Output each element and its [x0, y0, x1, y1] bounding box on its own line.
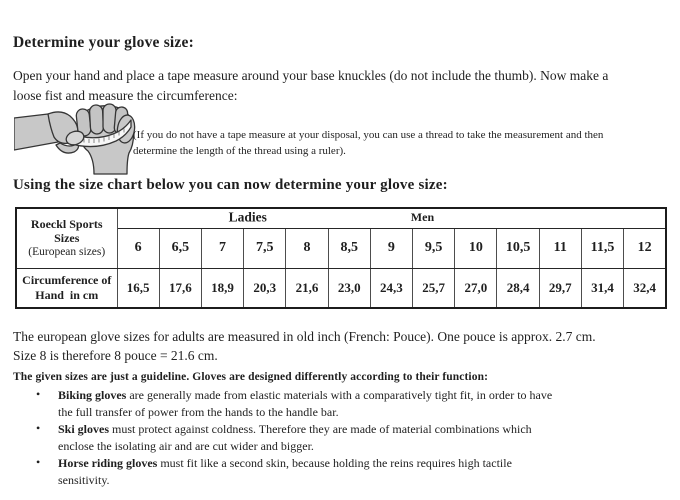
bullet-term: Ski gloves [58, 422, 110, 436]
size-cell: 7,5 [244, 228, 286, 268]
bullet-text: must protect against coldness. Therefore they are made of material combinations which [109, 422, 532, 436]
size-cell: 6,5 [159, 228, 201, 268]
thread-note-line-1: (If you do not have a tape measure at your disposal, you can use a thread to take the measurement and then [133, 129, 604, 141]
row-header-circumference [16, 268, 117, 308]
size-cell: 6 [117, 228, 159, 268]
bullet-term: Horse riding gloves [58, 456, 158, 470]
pouce-line-2: Size 8 is therefore 8 pouce = 21.6 cm. [13, 348, 218, 363]
row-header-line3: (European sizes) [28, 246, 106, 259]
size-cell: 9,5 [413, 228, 455, 268]
table-row-groups [16, 208, 666, 228]
list-item-horse-riding-gloves [13, 455, 653, 489]
circumference-cell: 31,4 [581, 268, 623, 308]
thread-note-line-2: determine the length of the thread using a ruler). [133, 145, 346, 157]
circumference-cell: 27,0 [455, 268, 497, 308]
hand-with-tape-measure-icon [14, 99, 136, 175]
size-cell: 8 [286, 228, 328, 268]
group-header-cell [117, 208, 666, 228]
guideline-heading: The given sizes are just a guideline. Gloves are designed differently according to their function: [13, 371, 488, 383]
bullet-icon [36, 386, 40, 403]
bullet-text: are generally made from elastic materials with a comparatively tight fit, in order to have [126, 388, 553, 402]
size-chart-table [15, 207, 667, 309]
row-header-line1: Roeckl Sports [30, 217, 103, 232]
bullet-icon [36, 454, 40, 471]
size-cell: 8,5 [328, 228, 370, 268]
circumference-cell: 24,3 [370, 268, 412, 308]
circumference-cell: 17,6 [159, 268, 201, 308]
circ-header-line2: Hand in cm [35, 287, 99, 302]
circumference-cell: 18,9 [201, 268, 243, 308]
circumference-cell: 23,0 [328, 268, 370, 308]
circumference-cell: 21,6 [286, 268, 328, 308]
bullet-text: must fit like a second skin, because holding the reins requires high tactile [157, 456, 512, 470]
circumference-cell: 25,7 [413, 268, 455, 308]
circumference-cell: 32,4 [624, 268, 666, 308]
bullet-icon [36, 420, 40, 437]
list-item-ski-gloves [13, 421, 653, 455]
circ-header-line1: Circumference of [22, 272, 112, 287]
bullet-text-line2: sensitivity. [58, 473, 110, 487]
size-chart-table-wrap [15, 207, 667, 309]
intro-line-2: loose fist and measure the circumference: [13, 87, 238, 103]
table-row-circumference [16, 268, 666, 308]
group-label-men: Men [410, 210, 435, 225]
row-header-line2: Sizes [54, 231, 80, 246]
row-header-sizes [16, 208, 117, 268]
size-cell: 11 [539, 228, 581, 268]
heading-determine-glove-size: Determine your glove size: [13, 34, 194, 51]
circumference-cell: 20,3 [244, 268, 286, 308]
heading-size-chart: Using the size chart below you can now determine your glove size: [13, 177, 448, 193]
size-cell: 11,5 [581, 228, 623, 268]
pouce-line-1: The european glove sizes for adults are measured in old inch (French: Pouce). One pouce is approx. 2.7 cm. [13, 329, 596, 344]
group-label-ladies: Ladies [228, 209, 267, 225]
intro-line-1: Open your hand and place a tape measure around your base knuckles (do not include the thumb). Now make a [13, 68, 609, 83]
circumference-cell: 16,5 [117, 268, 159, 308]
size-cell: 7 [201, 228, 243, 268]
glove-types-list [13, 387, 653, 489]
size-cell: 10 [455, 228, 497, 268]
bullet-text-line2: enclose the isolating air and are cut wider and bigger. [58, 439, 314, 453]
circumference-cell: 28,4 [497, 268, 539, 308]
circumference-cell: 29,7 [539, 268, 581, 308]
thread-note [133, 127, 603, 159]
size-cell: 10,5 [497, 228, 539, 268]
size-cell: 9 [370, 228, 412, 268]
bullet-text-line2: the full transfer of power from the hands to the handle bar. [58, 405, 339, 419]
bullet-term: Biking gloves [58, 388, 127, 402]
pouce-paragraph [13, 327, 596, 365]
size-cell: 12 [624, 228, 666, 268]
list-item-biking-gloves [13, 387, 653, 421]
